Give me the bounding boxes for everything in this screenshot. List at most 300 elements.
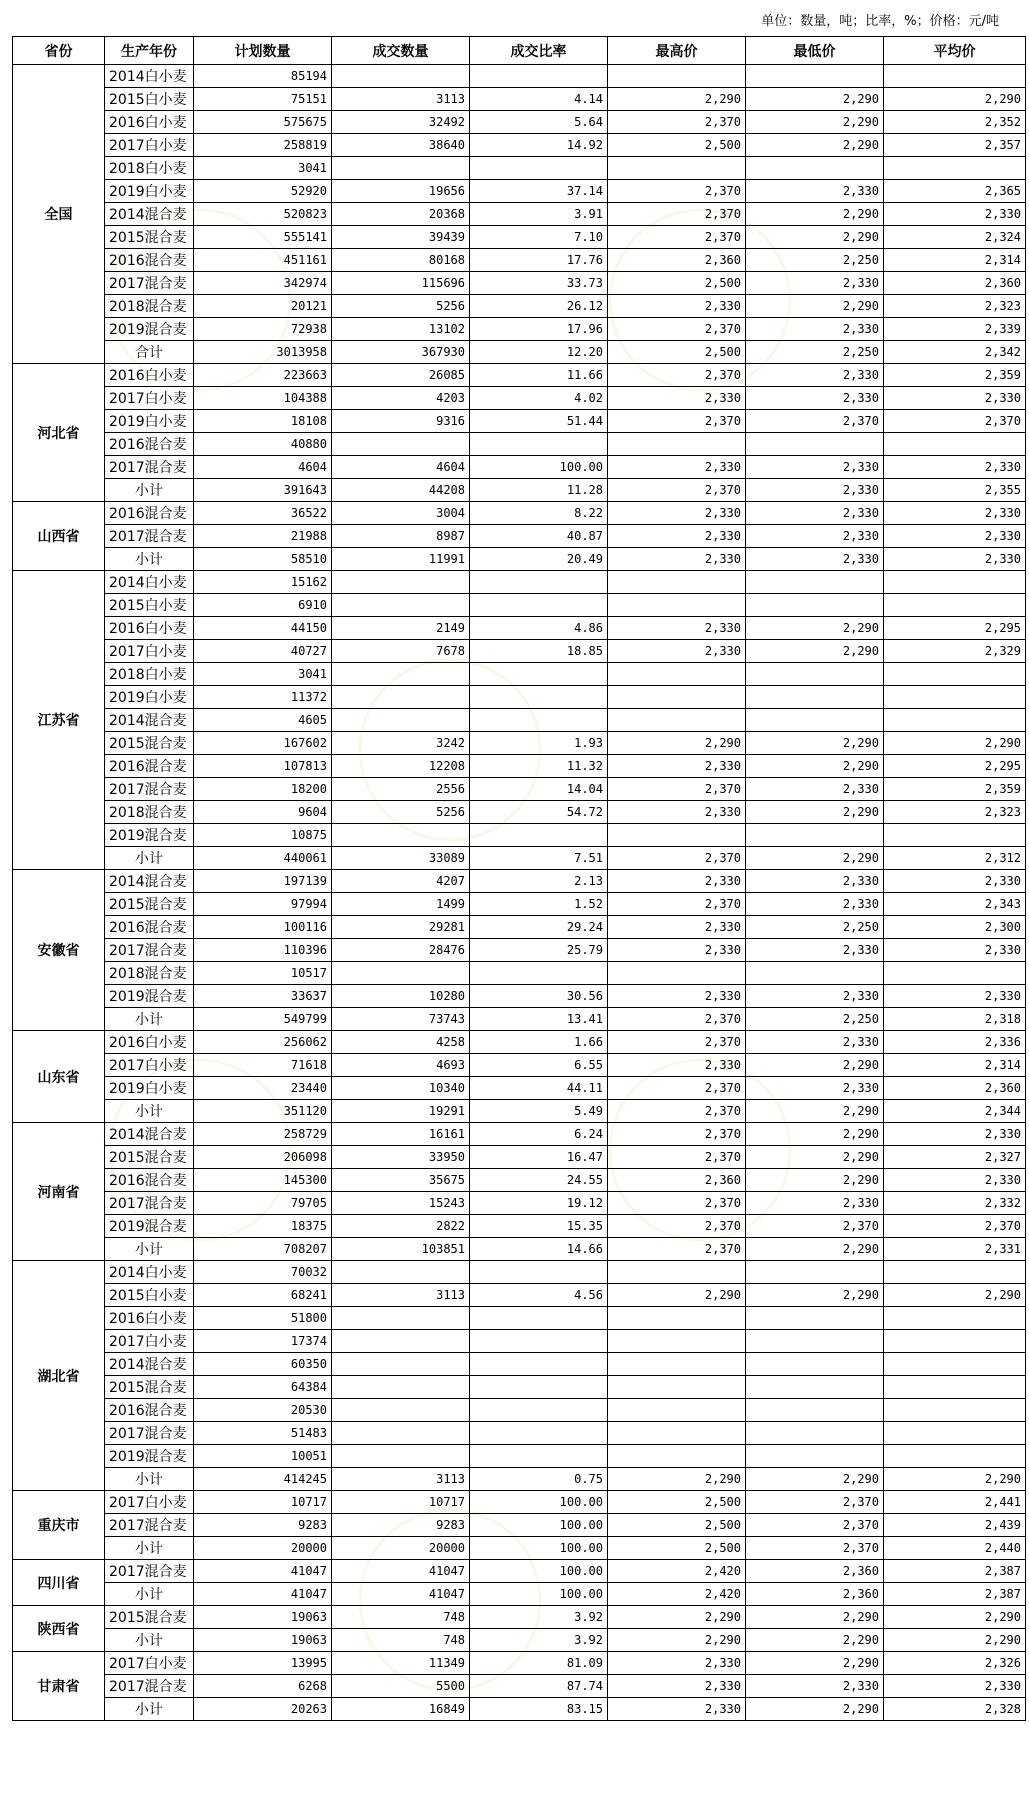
deal-rate-cell bbox=[470, 65, 608, 88]
plan-qty-cell: 19063 bbox=[194, 1629, 332, 1652]
deal-qty-cell: 9316 bbox=[332, 410, 470, 433]
min-price-cell: 2,290 bbox=[746, 1169, 884, 1192]
plan-qty-cell: 414245 bbox=[194, 1468, 332, 1491]
table-row bbox=[13, 1261, 1026, 1284]
avg-price-cell: 2,370 bbox=[884, 410, 1026, 433]
table-row bbox=[13, 939, 1026, 962]
table-row bbox=[13, 1606, 1026, 1629]
min-price-cell: 2,290 bbox=[746, 88, 884, 111]
max-price-cell: 2,370 bbox=[608, 318, 746, 341]
year-cell: 2017混合麦 bbox=[105, 1675, 194, 1698]
avg-price-cell: 2,324 bbox=[884, 226, 1026, 249]
plan-qty-cell: 18200 bbox=[194, 778, 332, 801]
min-price-cell: 2,370 bbox=[746, 1491, 884, 1514]
min-price-cell: 2,370 bbox=[746, 1537, 884, 1560]
deal-rate-cell: 13.41 bbox=[470, 1008, 608, 1031]
subtotal-label: 小计 bbox=[105, 1537, 194, 1560]
deal-qty-cell: 33950 bbox=[332, 1146, 470, 1169]
max-price-cell bbox=[608, 157, 746, 180]
deal-qty-cell bbox=[332, 1307, 470, 1330]
avg-price-cell: 2,326 bbox=[884, 1652, 1026, 1675]
deal-rate-cell: 3.92 bbox=[470, 1629, 608, 1652]
table-row bbox=[13, 732, 1026, 755]
deal-rate-cell: 5.49 bbox=[470, 1100, 608, 1123]
table-row bbox=[13, 1307, 1026, 1330]
plan-qty-cell: 20263 bbox=[194, 1698, 332, 1721]
deal-qty-cell: 11349 bbox=[332, 1652, 470, 1675]
avg-price-cell: 2,365 bbox=[884, 180, 1026, 203]
year-cell: 2017白小麦 bbox=[105, 1054, 194, 1077]
min-price-cell: 2,330 bbox=[746, 985, 884, 1008]
deal-rate-cell bbox=[470, 709, 608, 732]
deal-qty-cell bbox=[332, 1399, 470, 1422]
col-header-province: 省份 bbox=[13, 37, 105, 65]
year-cell: 2014混合麦 bbox=[105, 203, 194, 226]
deal-rate-cell: 11.66 bbox=[470, 364, 608, 387]
avg-price-cell: 2,318 bbox=[884, 1008, 1026, 1031]
deal-rate-cell: 15.35 bbox=[470, 1215, 608, 1238]
avg-price-cell: 2,330 bbox=[884, 985, 1026, 1008]
year-cell: 2014混合麦 bbox=[105, 1123, 194, 1146]
year-cell: 2019混合麦 bbox=[105, 824, 194, 847]
deal-rate-cell: 4.14 bbox=[470, 88, 608, 111]
year-cell: 2015白小麦 bbox=[105, 88, 194, 111]
plan-qty-cell: 258819 bbox=[194, 134, 332, 157]
year-cell: 2017混合麦 bbox=[105, 525, 194, 548]
max-price-cell bbox=[608, 962, 746, 985]
table-row bbox=[13, 1445, 1026, 1468]
deal-rate-cell: 19.12 bbox=[470, 1192, 608, 1215]
deal-rate-cell: 29.24 bbox=[470, 916, 608, 939]
plan-qty-cell: 256062 bbox=[194, 1031, 332, 1054]
min-price-cell: 2,290 bbox=[746, 295, 884, 318]
deal-qty-cell: 33089 bbox=[332, 847, 470, 870]
max-price-cell bbox=[608, 824, 746, 847]
plan-qty-cell: 520823 bbox=[194, 203, 332, 226]
year-cell: 2018混合麦 bbox=[105, 295, 194, 318]
deal-qty-cell: 39439 bbox=[332, 226, 470, 249]
deal-qty-cell bbox=[332, 1445, 470, 1468]
avg-price-cell: 2,300 bbox=[884, 916, 1026, 939]
table-row bbox=[13, 1031, 1026, 1054]
deal-qty-cell bbox=[332, 157, 470, 180]
min-price-cell bbox=[746, 65, 884, 88]
deal-rate-cell bbox=[470, 1261, 608, 1284]
plan-qty-cell: 167602 bbox=[194, 732, 332, 755]
min-price-cell bbox=[746, 594, 884, 617]
deal-qty-cell bbox=[332, 1376, 470, 1399]
deal-qty-cell: 1499 bbox=[332, 893, 470, 916]
year-cell: 2016混合麦 bbox=[105, 916, 194, 939]
avg-price-cell: 2,336 bbox=[884, 1031, 1026, 1054]
min-price-cell: 2,330 bbox=[746, 318, 884, 341]
plan-qty-cell: 4605 bbox=[194, 709, 332, 732]
min-price-cell: 2,330 bbox=[746, 364, 884, 387]
max-price-cell bbox=[608, 686, 746, 709]
table-row bbox=[13, 203, 1026, 226]
table-row bbox=[13, 1238, 1026, 1261]
table-row bbox=[13, 1008, 1026, 1031]
max-price-cell: 2,290 bbox=[608, 1629, 746, 1652]
year-cell: 2015混合麦 bbox=[105, 1376, 194, 1399]
max-price-cell bbox=[608, 1445, 746, 1468]
min-price-cell bbox=[746, 1445, 884, 1468]
plan-qty-cell: 60350 bbox=[194, 1353, 332, 1376]
year-cell: 2017混合麦 bbox=[105, 272, 194, 295]
deal-qty-cell: 16849 bbox=[332, 1698, 470, 1721]
subtotal-label: 小计 bbox=[105, 479, 194, 502]
avg-price-cell: 2,344 bbox=[884, 1100, 1026, 1123]
year-cell: 2019白小麦 bbox=[105, 1077, 194, 1100]
deal-qty-cell: 15243 bbox=[332, 1192, 470, 1215]
col-header-max-price: 最高价 bbox=[608, 37, 746, 65]
table-row bbox=[13, 686, 1026, 709]
min-price-cell: 2,250 bbox=[746, 916, 884, 939]
max-price-cell: 2,370 bbox=[608, 479, 746, 502]
max-price-cell bbox=[608, 65, 746, 88]
table-row bbox=[13, 1514, 1026, 1537]
table-row bbox=[13, 571, 1026, 594]
table-row bbox=[13, 65, 1026, 88]
deal-qty-cell: 5256 bbox=[332, 801, 470, 824]
deal-qty-cell: 3242 bbox=[332, 732, 470, 755]
subtotal-label: 小计 bbox=[105, 1100, 194, 1123]
table-row bbox=[13, 295, 1026, 318]
deal-rate-cell: 26.12 bbox=[470, 295, 608, 318]
max-price-cell: 2,370 bbox=[608, 1031, 746, 1054]
deal-rate-cell: 6.55 bbox=[470, 1054, 608, 1077]
subtotal-label: 合计 bbox=[105, 341, 194, 364]
deal-rate-cell: 11.28 bbox=[470, 479, 608, 502]
max-price-cell: 2,420 bbox=[608, 1583, 746, 1606]
deal-qty-cell: 19291 bbox=[332, 1100, 470, 1123]
plan-qty-cell: 110396 bbox=[194, 939, 332, 962]
deal-rate-cell: 4.86 bbox=[470, 617, 608, 640]
deal-rate-cell bbox=[470, 1376, 608, 1399]
min-price-cell bbox=[746, 571, 884, 594]
plan-qty-cell: 223663 bbox=[194, 364, 332, 387]
plan-qty-cell: 18108 bbox=[194, 410, 332, 433]
deal-qty-cell: 367930 bbox=[332, 341, 470, 364]
deal-rate-cell bbox=[470, 1307, 608, 1330]
min-price-cell bbox=[746, 1376, 884, 1399]
plan-qty-cell: 197139 bbox=[194, 870, 332, 893]
col-header-plan-qty: 计划数量 bbox=[194, 37, 332, 65]
year-cell: 2017白小麦 bbox=[105, 1652, 194, 1675]
min-price-cell bbox=[746, 824, 884, 847]
year-cell: 2017白小麦 bbox=[105, 387, 194, 410]
min-price-cell: 2,290 bbox=[746, 1652, 884, 1675]
table-row bbox=[13, 318, 1026, 341]
avg-price-cell: 2,357 bbox=[884, 134, 1026, 157]
year-cell: 2014白小麦 bbox=[105, 1261, 194, 1284]
deal-qty-cell: 2149 bbox=[332, 617, 470, 640]
plan-qty-cell: 9283 bbox=[194, 1514, 332, 1537]
avg-price-cell: 2,312 bbox=[884, 847, 1026, 870]
plan-qty-cell: 44150 bbox=[194, 617, 332, 640]
avg-price-cell: 2,370 bbox=[884, 1215, 1026, 1238]
year-cell: 2014混合麦 bbox=[105, 709, 194, 732]
min-price-cell bbox=[746, 157, 884, 180]
table-row bbox=[13, 249, 1026, 272]
table-row bbox=[13, 111, 1026, 134]
table-row bbox=[13, 1675, 1026, 1698]
deal-qty-cell bbox=[332, 663, 470, 686]
deal-rate-cell: 3.92 bbox=[470, 1606, 608, 1629]
min-price-cell: 2,330 bbox=[746, 180, 884, 203]
table-row bbox=[13, 548, 1026, 571]
province-cell: 江苏省 bbox=[13, 571, 105, 870]
subtotal-label: 小计 bbox=[105, 1468, 194, 1491]
deal-qty-cell bbox=[332, 709, 470, 732]
min-price-cell: 2,290 bbox=[746, 732, 884, 755]
min-price-cell: 2,290 bbox=[746, 1238, 884, 1261]
col-header-avg-price: 平均价 bbox=[884, 37, 1026, 65]
deal-qty-cell: 20368 bbox=[332, 203, 470, 226]
deal-qty-cell bbox=[332, 65, 470, 88]
max-price-cell: 2,370 bbox=[608, 364, 746, 387]
max-price-cell bbox=[608, 1307, 746, 1330]
deal-qty-cell: 80168 bbox=[332, 249, 470, 272]
subtotal-label: 小计 bbox=[105, 548, 194, 571]
plan-qty-cell: 51483 bbox=[194, 1422, 332, 1445]
avg-price-cell: 2,330 bbox=[884, 502, 1026, 525]
plan-qty-cell: 708207 bbox=[194, 1238, 332, 1261]
deal-rate-cell bbox=[470, 433, 608, 456]
deal-rate-cell: 17.76 bbox=[470, 249, 608, 272]
year-cell: 2016白小麦 bbox=[105, 617, 194, 640]
deal-rate-cell: 37.14 bbox=[470, 180, 608, 203]
max-price-cell: 2,500 bbox=[608, 1514, 746, 1537]
deal-qty-cell: 10717 bbox=[332, 1491, 470, 1514]
deal-qty-cell: 35675 bbox=[332, 1169, 470, 1192]
max-price-cell: 2,370 bbox=[608, 1215, 746, 1238]
year-cell: 2018白小麦 bbox=[105, 663, 194, 686]
plan-qty-cell: 21988 bbox=[194, 525, 332, 548]
province-cell: 湖北省 bbox=[13, 1261, 105, 1491]
year-cell: 2015混合麦 bbox=[105, 226, 194, 249]
min-price-cell: 2,330 bbox=[746, 893, 884, 916]
province-cell: 甘肃省 bbox=[13, 1652, 105, 1721]
avg-price-cell: 2,387 bbox=[884, 1560, 1026, 1583]
deal-rate-cell: 14.66 bbox=[470, 1238, 608, 1261]
table-row bbox=[13, 456, 1026, 479]
deal-qty-cell: 38640 bbox=[332, 134, 470, 157]
deal-qty-cell: 5256 bbox=[332, 295, 470, 318]
table-row bbox=[13, 1054, 1026, 1077]
max-price-cell: 2,330 bbox=[608, 939, 746, 962]
plan-qty-cell: 10517 bbox=[194, 962, 332, 985]
avg-price-cell: 2,343 bbox=[884, 893, 1026, 916]
plan-qty-cell: 23440 bbox=[194, 1077, 332, 1100]
deal-rate-cell: 12.20 bbox=[470, 341, 608, 364]
table-row bbox=[13, 1192, 1026, 1215]
plan-qty-cell: 3041 bbox=[194, 663, 332, 686]
plan-qty-cell: 107813 bbox=[194, 755, 332, 778]
table-row bbox=[13, 1077, 1026, 1100]
year-cell: 2018白小麦 bbox=[105, 157, 194, 180]
deal-rate-cell bbox=[470, 824, 608, 847]
min-price-cell: 2,290 bbox=[746, 1606, 884, 1629]
table-row bbox=[13, 893, 1026, 916]
deal-qty-cell: 10280 bbox=[332, 985, 470, 1008]
max-price-cell bbox=[608, 1399, 746, 1422]
deal-rate-cell: 81.09 bbox=[470, 1652, 608, 1675]
max-price-cell: 2,420 bbox=[608, 1560, 746, 1583]
avg-price-cell bbox=[884, 1307, 1026, 1330]
avg-price-cell bbox=[884, 1399, 1026, 1422]
deal-rate-cell: 1.52 bbox=[470, 893, 608, 916]
deal-rate-cell: 6.24 bbox=[470, 1123, 608, 1146]
subtotal-label: 小计 bbox=[105, 1629, 194, 1652]
min-price-cell: 2,330 bbox=[746, 502, 884, 525]
plan-qty-cell: 391643 bbox=[194, 479, 332, 502]
year-cell: 2014混合麦 bbox=[105, 1353, 194, 1376]
table-row bbox=[13, 502, 1026, 525]
year-cell: 2017混合麦 bbox=[105, 456, 194, 479]
table-row bbox=[13, 1353, 1026, 1376]
table-row bbox=[13, 157, 1026, 180]
deal-rate-cell: 7.51 bbox=[470, 847, 608, 870]
min-price-cell: 2,290 bbox=[746, 801, 884, 824]
plan-qty-cell: 10051 bbox=[194, 1445, 332, 1468]
min-price-cell: 2,330 bbox=[746, 456, 884, 479]
avg-price-cell: 2,330 bbox=[884, 387, 1026, 410]
table-row bbox=[13, 1491, 1026, 1514]
deal-qty-cell: 19656 bbox=[332, 180, 470, 203]
subtotal-label: 小计 bbox=[105, 1583, 194, 1606]
plan-qty-cell: 20121 bbox=[194, 295, 332, 318]
table-row bbox=[13, 1560, 1026, 1583]
min-price-cell: 2,290 bbox=[746, 111, 884, 134]
deal-qty-cell: 3004 bbox=[332, 502, 470, 525]
deal-rate-cell: 51.44 bbox=[470, 410, 608, 433]
year-cell: 2016混合麦 bbox=[105, 1399, 194, 1422]
year-cell: 2016混合麦 bbox=[105, 249, 194, 272]
max-price-cell: 2,330 bbox=[608, 295, 746, 318]
plan-qty-cell: 104388 bbox=[194, 387, 332, 410]
year-cell: 2017白小麦 bbox=[105, 1491, 194, 1514]
year-cell: 2016白小麦 bbox=[105, 364, 194, 387]
table-body bbox=[13, 65, 1026, 1721]
min-price-cell: 2,330 bbox=[746, 1077, 884, 1100]
max-price-cell: 2,330 bbox=[608, 1675, 746, 1698]
plan-qty-cell: 58510 bbox=[194, 548, 332, 571]
deal-qty-cell bbox=[332, 824, 470, 847]
min-price-cell: 2,290 bbox=[746, 617, 884, 640]
max-price-cell: 2,330 bbox=[608, 1652, 746, 1675]
table-row bbox=[13, 180, 1026, 203]
deal-qty-cell: 2556 bbox=[332, 778, 470, 801]
table-row bbox=[13, 134, 1026, 157]
plan-qty-cell: 51800 bbox=[194, 1307, 332, 1330]
max-price-cell: 2,370 bbox=[608, 1100, 746, 1123]
table-row bbox=[13, 272, 1026, 295]
plan-qty-cell: 145300 bbox=[194, 1169, 332, 1192]
deal-qty-cell bbox=[332, 1422, 470, 1445]
plan-qty-cell: 70032 bbox=[194, 1261, 332, 1284]
table-row bbox=[13, 1537, 1026, 1560]
year-cell: 2017混合麦 bbox=[105, 1192, 194, 1215]
min-price-cell: 2,290 bbox=[746, 640, 884, 663]
year-cell: 2017白小麦 bbox=[105, 134, 194, 157]
avg-price-cell: 2,290 bbox=[884, 732, 1026, 755]
province-cell: 安徽省 bbox=[13, 870, 105, 1031]
min-price-cell: 2,330 bbox=[746, 479, 884, 502]
avg-price-cell: 2,439 bbox=[884, 1514, 1026, 1537]
year-cell: 2016混合麦 bbox=[105, 433, 194, 456]
min-price-cell: 2,290 bbox=[746, 755, 884, 778]
year-cell: 2019白小麦 bbox=[105, 410, 194, 433]
deal-rate-cell: 18.85 bbox=[470, 640, 608, 663]
year-cell: 2015混合麦 bbox=[105, 1606, 194, 1629]
min-price-cell bbox=[746, 433, 884, 456]
plan-qty-cell: 41047 bbox=[194, 1583, 332, 1606]
year-cell: 2019混合麦 bbox=[105, 1445, 194, 1468]
deal-qty-cell: 32492 bbox=[332, 111, 470, 134]
table-row bbox=[13, 364, 1026, 387]
plan-qty-cell: 11372 bbox=[194, 686, 332, 709]
deal-qty-cell: 3113 bbox=[332, 1284, 470, 1307]
table-row bbox=[13, 1284, 1026, 1307]
avg-price-cell bbox=[884, 157, 1026, 180]
year-cell: 2018混合麦 bbox=[105, 801, 194, 824]
plan-qty-cell: 10717 bbox=[194, 1491, 332, 1514]
deal-rate-cell bbox=[470, 157, 608, 180]
deal-qty-cell: 3113 bbox=[332, 1468, 470, 1491]
plan-qty-cell: 555141 bbox=[194, 226, 332, 249]
deal-rate-cell bbox=[470, 1445, 608, 1468]
max-price-cell: 2,330 bbox=[608, 1054, 746, 1077]
table-row bbox=[13, 1698, 1026, 1721]
table-row bbox=[13, 1146, 1026, 1169]
table-row bbox=[13, 1330, 1026, 1353]
deal-qty-cell bbox=[332, 1353, 470, 1376]
max-price-cell: 2,370 bbox=[608, 111, 746, 134]
min-price-cell: 2,290 bbox=[746, 1468, 884, 1491]
deal-qty-cell: 73743 bbox=[332, 1008, 470, 1031]
year-cell: 2016白小麦 bbox=[105, 111, 194, 134]
min-price-cell: 2,290 bbox=[746, 847, 884, 870]
max-price-cell: 2,370 bbox=[608, 1008, 746, 1031]
table-row bbox=[13, 1169, 1026, 1192]
avg-price-cell: 2,441 bbox=[884, 1491, 1026, 1514]
table-row bbox=[13, 1422, 1026, 1445]
max-price-cell: 2,330 bbox=[608, 456, 746, 479]
province-cell: 陕西省 bbox=[13, 1606, 105, 1652]
deal-rate-cell bbox=[470, 571, 608, 594]
province-cell: 河北省 bbox=[13, 364, 105, 502]
deal-rate-cell: 4.56 bbox=[470, 1284, 608, 1307]
max-price-cell: 2,330 bbox=[608, 1698, 746, 1721]
deal-rate-cell: 11.32 bbox=[470, 755, 608, 778]
table-row bbox=[13, 1652, 1026, 1675]
deal-qty-cell: 3113 bbox=[332, 88, 470, 111]
min-price-cell: 2,330 bbox=[746, 1192, 884, 1215]
table-row bbox=[13, 778, 1026, 801]
avg-price-cell: 2,330 bbox=[884, 203, 1026, 226]
deal-rate-cell bbox=[470, 962, 608, 985]
deal-rate-cell: 4.02 bbox=[470, 387, 608, 410]
avg-price-cell bbox=[884, 65, 1026, 88]
table-row bbox=[13, 479, 1026, 502]
deal-rate-cell: 100.00 bbox=[470, 1514, 608, 1537]
avg-price-cell bbox=[884, 709, 1026, 732]
max-price-cell: 2,330 bbox=[608, 525, 746, 548]
plan-qty-cell: 40727 bbox=[194, 640, 332, 663]
plan-qty-cell: 13995 bbox=[194, 1652, 332, 1675]
deal-qty-cell: 41047 bbox=[332, 1583, 470, 1606]
